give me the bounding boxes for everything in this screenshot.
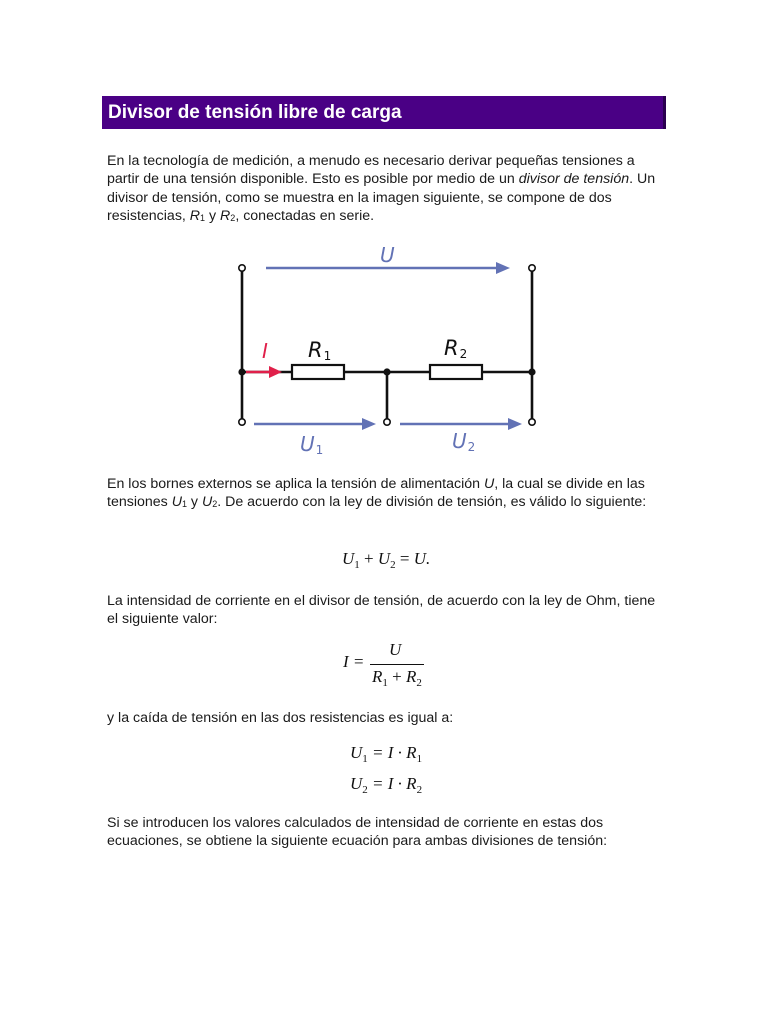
equation-u1: $U_1 = I \cdot R_1$ (350, 743, 423, 765)
u2-subscript: 2 (212, 499, 218, 510)
label-u: U (380, 243, 395, 267)
current-lhs: I = (343, 652, 365, 671)
terminal-top-right (529, 265, 535, 271)
terminal-bottom-left (239, 419, 245, 425)
label-u2: U2 (452, 429, 476, 454)
ohm-paragraph: La intensidad de corriente en el divisor de tensión, de acuerdo con la ley de Ohm, tiene el siguiente valor: (107, 593, 656, 628)
supply-text-c: . De acuerdo con la ley de división de tensión, es válido lo siguiente: (217, 494, 647, 511)
voltage-divider-circuit (228, 238, 548, 458)
drop-paragraph: y la caída de tensión en las dos resistencias es igual a: (107, 710, 454, 726)
terminal-bottom-right (529, 419, 535, 425)
u2-symbol: U (201, 494, 213, 511)
r2-subscript: 2 (230, 213, 236, 224)
terminal-top-left (239, 265, 245, 271)
terminal-bottom-middle (384, 419, 390, 425)
arrow-u-head (496, 262, 510, 274)
node-middle (383, 368, 390, 375)
label-r2: R2 (444, 336, 468, 361)
label-u1: U1 (300, 432, 324, 457)
r1-symbol: R (189, 208, 201, 225)
supply-paragraph (107, 475, 667, 514)
intro-paragraph (107, 152, 667, 228)
u1-subscript: 1 (181, 499, 187, 510)
equation-sum: $U_1 + U_2 = U$. (342, 549, 431, 571)
node-right (528, 368, 535, 375)
r1-subscript: 1 (200, 213, 206, 224)
equation-u2: $U_2 = I \cdot R_2$ (350, 774, 423, 796)
resistor-r1 (292, 365, 344, 379)
fraction-numerator: U (389, 640, 402, 659)
conjunction: y (205, 208, 221, 225)
supply-text-a: En los bornes externos se aplica la tensión de alimentación (107, 476, 484, 492)
r2-symbol: R (220, 208, 231, 225)
u-symbol: U (483, 476, 495, 492)
intro-text-a: En la tecnología de medición, a menudo es necesario derivar pequeñas tensiones a partir de una tensión disponible. Esto es posible por medio de un (107, 153, 635, 188)
closing-paragraph: Si se introducen los valores calculados de intensidad de corriente en estas dos ecuaciones, se obtiene la siguiente ecuación para ambas divisiones de tensión: (107, 815, 608, 850)
u1-symbol: U (171, 494, 182, 511)
intro-emphasis: divisor de tensión (518, 171, 630, 188)
arrow-u2-head (508, 418, 522, 430)
intro-text-c: , conectadas en serie. (235, 208, 375, 225)
label-i: I (262, 339, 268, 363)
fraction-denominator: $R_1 + R_2$ (372, 667, 422, 689)
current-arrow-head (269, 366, 282, 378)
label-r1: R1 (308, 338, 332, 363)
fraction-bar (370, 664, 424, 665)
supply-text-b: , la cual se divide en las tensiones (107, 476, 645, 511)
section-title: Divisor de tensión libre de carga (108, 102, 402, 123)
intro-text-b: . Un divisor de tensión, como se muestra en la imagen siguiente, se compone de dos resistencias, (107, 171, 656, 225)
node-left (238, 368, 245, 375)
section-title-bar (102, 96, 666, 129)
conjunction-2: y (186, 494, 202, 511)
resistor-r2 (430, 365, 482, 379)
arrow-u1-head (362, 418, 376, 430)
